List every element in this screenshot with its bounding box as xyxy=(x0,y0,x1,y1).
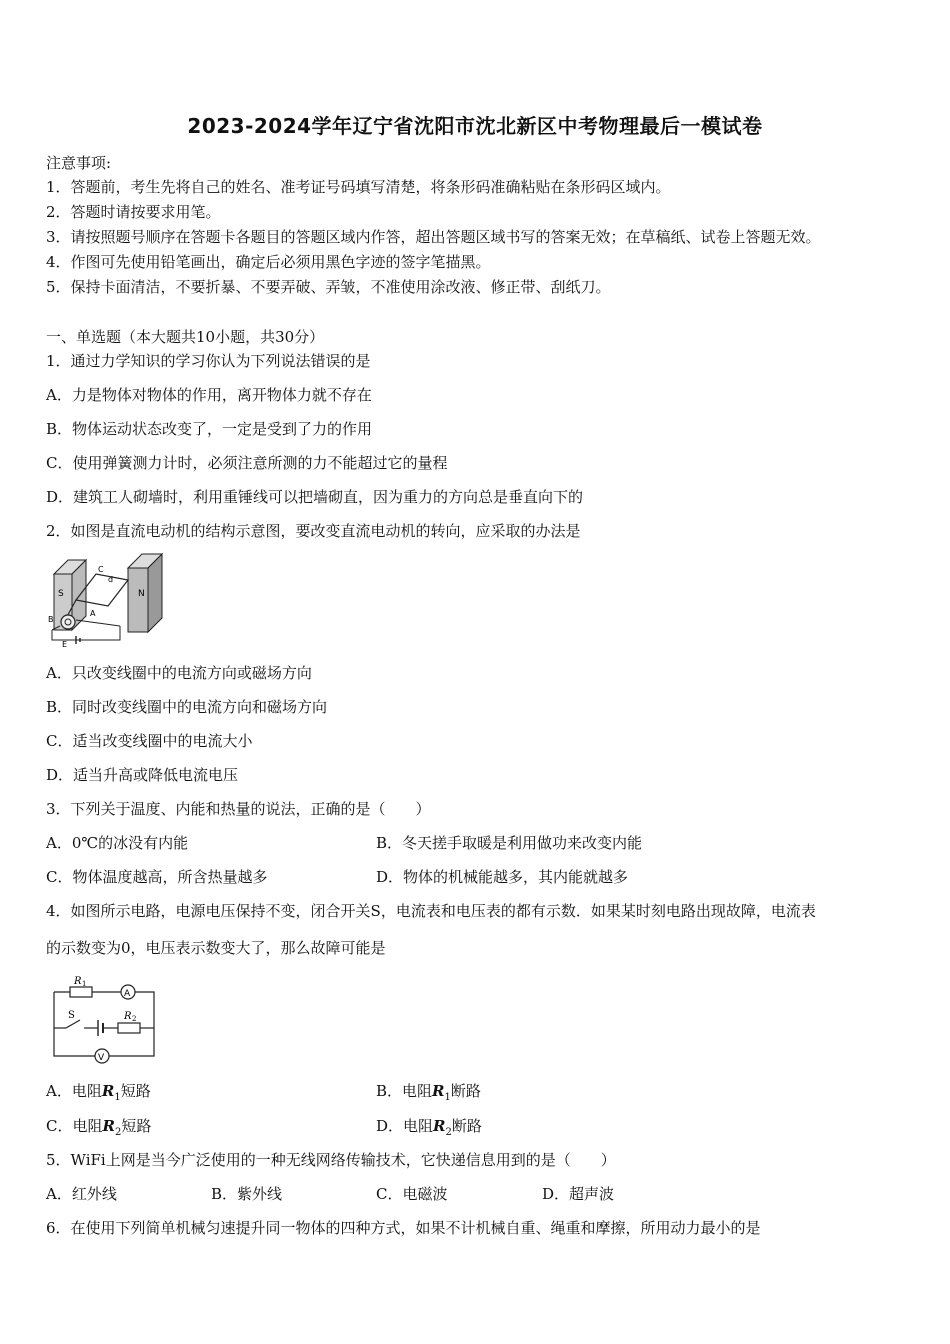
q5-option-c: C．电磁波 xyxy=(376,1185,448,1203)
q3-stem: 3．下列关于温度、内能和热量的说法，正确的是（ ） xyxy=(46,800,431,818)
q4-a-suffix: 短路 xyxy=(120,1082,151,1100)
q1-option-b: B．物体运动状态改变了，一定是受到了力的作用 xyxy=(46,420,373,438)
q2-stem: 2．如图是直流电动机的结构示意图，要改变直流电动机的转向，应采取的办法是 xyxy=(46,522,581,540)
q1-option-c: C．使用弹簧测力计时，必须注意所测的力不能超过它的量程 xyxy=(46,454,448,472)
label-d: d xyxy=(108,575,114,584)
q4-a-var: R xyxy=(101,1082,115,1100)
q2-option-b: B．同时改变线圈中的电流方向和磁场方向 xyxy=(46,698,328,716)
circuit-diagram xyxy=(46,972,162,1064)
q4-a-sub: 1 xyxy=(114,1092,121,1103)
q1-option-d: D．建筑工人砌墙时，利用重锤线可以把墙砌直，因为重力的方向总是垂直向下的 xyxy=(46,488,584,506)
q4-b-var: R xyxy=(432,1082,445,1100)
q4-d-suffix: 断路 xyxy=(451,1117,482,1135)
q3-option-a: A．0℃的冰没有内能 xyxy=(46,834,189,852)
q4-option-d xyxy=(376,1115,482,1144)
q4-b-prefix: B．电阻 xyxy=(376,1082,433,1100)
label-voltmeter: V xyxy=(98,1053,105,1063)
q3-option-d: D．物体的机械能越多，其内能就越多 xyxy=(376,868,629,886)
q4-stem-line-1: 4．如图所示电路，电源电压保持不变，闭合开关S，电流表和电压表的都有示数．如果某时刻电路出现故障，电流表 xyxy=(46,902,816,920)
q2-option-a: A．只改变线圈中的电流方向或磁场方向 xyxy=(46,664,312,682)
q3-option-c: C．物体温度越高，所含热量越多 xyxy=(46,868,268,886)
q5-option-b: B．紫外线 xyxy=(211,1185,283,1203)
notice-item-2: 2．答题时请按要求用笔。 xyxy=(46,203,221,221)
notice-heading: 注意事项: xyxy=(46,154,112,172)
q1-stem: 1．通过力学知识的学习你认为下列说法错误的是 xyxy=(46,352,371,370)
notice-item-5: 5．保持卡面清洁，不要折暴、不要弄破、弄皱，不准使用涂改液、修正带、刮纸刀。 xyxy=(46,278,611,296)
q2-option-d: D．适当升高或降低电流电压 xyxy=(46,766,239,784)
q4-a-prefix: A．电阻 xyxy=(46,1082,102,1100)
q4-d-var: R xyxy=(433,1117,446,1135)
q4-option-b xyxy=(376,1080,481,1109)
q4-option-c xyxy=(46,1115,151,1144)
q3-option-b: B．冬天搓手取暖是利用做功来改变内能 xyxy=(376,834,643,852)
q5-option-d: D．超声波 xyxy=(542,1185,615,1203)
q4-b-suffix: 断路 xyxy=(450,1082,481,1100)
q4-stem-line-2: 的示数变为0，电压表示数变大了，那么故障可能是 xyxy=(46,939,386,957)
q4-c-suffix: 短路 xyxy=(121,1117,152,1135)
q4-c-var: R xyxy=(102,1117,115,1135)
label-r1-sub: 1 xyxy=(82,980,87,988)
label-n: N xyxy=(138,589,145,599)
label-s: S xyxy=(58,589,64,599)
notice-item-3: 3．请按照题号顺序在答题卡各题目的答题区域内作答，超出答题区域书写的答案无效；在草稿纸、试卷上答题无效。 xyxy=(46,228,821,246)
q4-c-sub: 2 xyxy=(114,1127,122,1138)
q5-option-a: A．红外线 xyxy=(46,1185,117,1203)
q4-c-prefix: C．电阻 xyxy=(46,1117,103,1135)
q1-option-a: A．力是物体对物体的作用，离开物体力就不存在 xyxy=(46,386,372,404)
label-r2: R xyxy=(124,1011,132,1022)
q5-stem: 5．WiFi上网是当今广泛使用的一种无线网络传输技术，它快递信息用到的是（ ） xyxy=(46,1151,616,1169)
q6-stem: 6．在使用下列简单机械匀速提升同一物体的四种方式，如果不计机械自重、绳重和摩擦，所用动力最小的是 xyxy=(46,1219,761,1237)
label-c: C xyxy=(98,565,104,574)
q4-b-sub: 1 xyxy=(444,1092,451,1103)
q4-d-sub: 2 xyxy=(445,1127,452,1138)
notice-item-1: 1．答题前，考生先将自己的姓名、准考证号码填写清楚，将条形码准确粘贴在条形码区域内。 xyxy=(46,178,671,196)
label-switch: S xyxy=(68,1010,75,1021)
label-ammeter: A xyxy=(124,989,131,999)
label-a: A xyxy=(90,609,96,618)
q4-d-prefix: D．电阻 xyxy=(376,1117,434,1135)
page-title: 2023-2024学年辽宁省沈阳市沈北新区中考物理最后一模试卷 xyxy=(187,114,763,138)
q2-option-c: C．适当改变线圈中的电流大小 xyxy=(46,732,253,750)
label-e: E xyxy=(62,640,68,648)
q4-option-a xyxy=(46,1080,151,1109)
label-r2-sub: 2 xyxy=(132,1015,137,1023)
motor-diagram xyxy=(46,552,168,648)
notice-item-4: 4．作图可先使用铅笔画出，确定后必须用黑色字迹的签字笔描黑。 xyxy=(46,253,491,271)
section-heading: 一、单选题（本大题共10小题，共30分） xyxy=(46,328,325,346)
label-r1: R xyxy=(74,976,82,987)
label-b: B xyxy=(48,615,54,624)
